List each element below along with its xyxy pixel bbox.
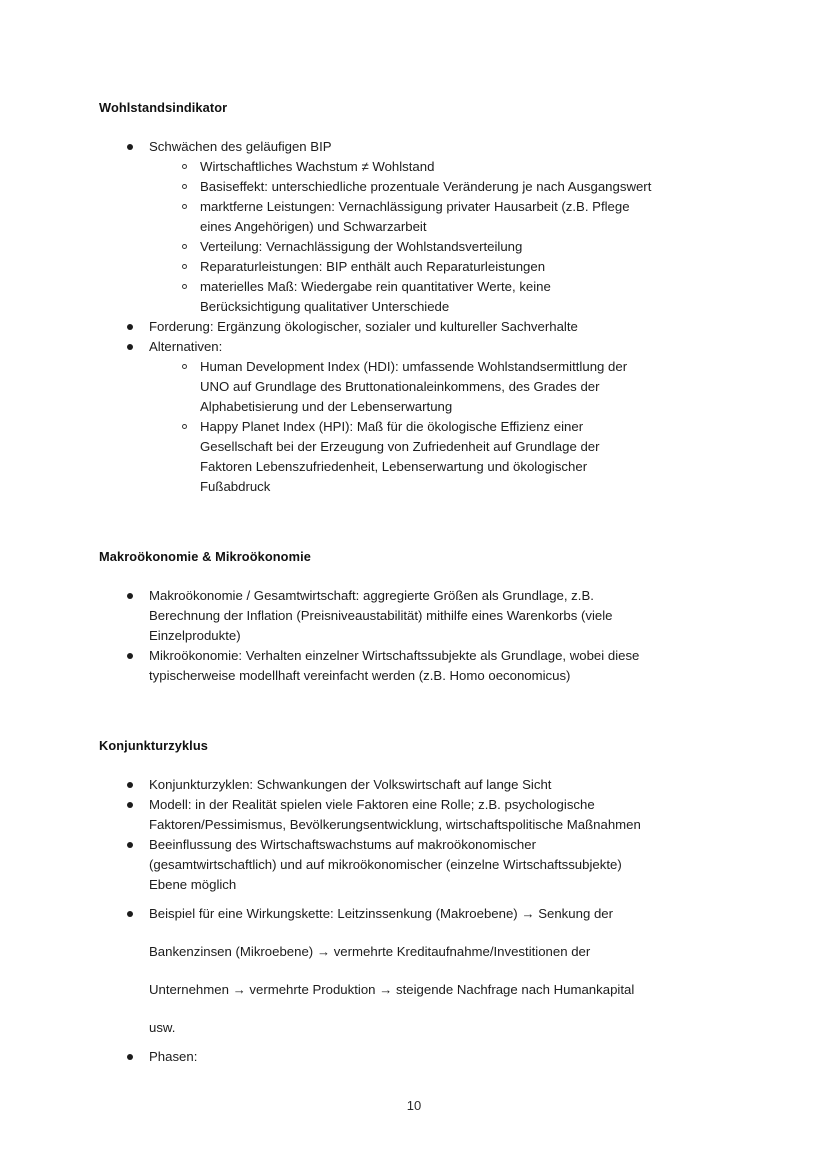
text-line: Faktoren Lebenszufriedenheit, Lebenserwartung und ökologischer — [200, 459, 588, 474]
text-line: Beeinflussung des Wirtschaftswachstums auf makroökonomischer — [149, 837, 536, 852]
list-item — [99, 586, 739, 646]
text-line: Modell: in der Realität spielen viele Faktoren eine Rolle; z.B. psychologische — [149, 797, 595, 812]
text-line: Beispiel für eine Wirkungskette: Leitzinssenkung (Makroebene) → Senkung der — [149, 906, 614, 921]
bullet-disc-icon — [127, 842, 133, 848]
sub-list-item — [99, 197, 739, 237]
text-line: Faktoren/Pessimismus, Bevölkerungsentwicklung, wirtschaftspolitische Maßnahmen — [149, 817, 641, 832]
sub-list-item — [99, 177, 739, 197]
bullet-circle-icon — [182, 424, 187, 429]
text-line: UNO auf Grundlage des Bruttonationaleinkommens, des Grades der — [200, 379, 600, 394]
text-line: Einzelprodukte) — [149, 628, 241, 643]
text-line: Phasen: — [149, 1049, 198, 1064]
list-item — [99, 337, 739, 357]
bullet-disc-icon — [127, 593, 133, 599]
text-line: Mikroökonomie: Verhalten einzelner Wirtschaftssubjekte als Grundlage, wobei diese — [149, 648, 640, 663]
heading-spacer — [99, 565, 739, 586]
text-line: Verteilung: Vernachlässigung der Wohlstandsverteilung — [200, 239, 523, 254]
text-line: Unternehmen → vermehrte Produktion → steigende Nachfrage nach Humankapital — [149, 982, 635, 997]
text-line: Schwächen des geläufigen BIP — [149, 139, 332, 154]
bullet-list — [99, 586, 739, 686]
list-item — [99, 317, 739, 337]
text-line: Bankenzinsen (Mikroebene) → vermehrte Kreditaufnahme/Investitionen der — [149, 944, 591, 959]
text-line: Berechnung der Inflation (Preisniveaustabilität) mithilfe eines Warenkorbs (viele — [149, 608, 613, 623]
document-body — [99, 100, 739, 1067]
heading-spacer — [99, 754, 739, 775]
text-line: Reparaturleistungen: BIP enthält auch Reparaturleistungen — [200, 259, 546, 274]
list-item — [99, 1047, 739, 1067]
bullet-disc-icon — [127, 324, 133, 330]
bullet-circle-icon — [182, 244, 187, 249]
list-item — [99, 795, 739, 835]
list-item — [99, 775, 739, 795]
section-spacer — [99, 497, 739, 549]
bullet-circle-icon — [182, 164, 187, 169]
section-heading: Makroökonomie & Mikroökonomie — [99, 549, 311, 564]
text-line: usw. — [149, 1020, 176, 1035]
text-line: Happy Planet Index (HPI): Maß für die ökologische Effizienz einer — [200, 419, 584, 434]
bullet-disc-icon — [127, 911, 133, 917]
bullet-disc-icon — [127, 802, 133, 808]
bullet-disc-icon — [127, 344, 133, 350]
sub-list-item — [99, 357, 739, 417]
bullet-circle-icon — [182, 264, 187, 269]
bullet-circle-icon — [182, 364, 187, 369]
bullet-disc-icon — [127, 782, 133, 788]
list-item — [99, 646, 739, 686]
text-line: Human Development Index (HDI): umfassende Wohlstandsermittlung der — [200, 359, 628, 374]
page-number: 10 — [406, 1098, 422, 1113]
text-line: Wirtschaftliches Wachstum ≠ Wohlstand — [200, 159, 435, 174]
text-line: typischerweise modellhaft vereinfacht werden (z.B. Homo oeconomicus) — [149, 668, 571, 683]
text-line: materielles Maß: Wiedergabe rein quantitativer Werte, keine — [200, 279, 551, 294]
sub-list-item — [99, 277, 739, 317]
text-line: Forderung: Ergänzung ökologischer, sozialer und kultureller Sachverhalte — [149, 319, 578, 334]
bullet-circle-icon — [182, 184, 187, 189]
text-line: Konjunkturzyklen: Schwankungen der Volkswirtschaft auf lange Sicht — [149, 777, 552, 792]
section-heading: Wohlstandsindikator — [99, 100, 228, 115]
sub-list-item — [99, 417, 739, 497]
sub-list-item — [99, 157, 739, 177]
bullet-list — [99, 775, 739, 1067]
text-line: Makroökonomie / Gesamtwirtschaft: aggregierte Größen als Grundlage, z.B. — [149, 588, 594, 603]
section-spacer — [99, 686, 739, 738]
heading-spacer — [99, 116, 739, 137]
text-line: eines Angehörigen) und Schwarzarbeit — [200, 219, 427, 234]
text-line: Berücksichtigung qualitativer Unterschiede — [200, 299, 450, 314]
text-line: Alternativen: — [149, 339, 223, 354]
sub-list-item — [99, 237, 739, 257]
list-item — [99, 835, 739, 895]
text-line: Fußabdruck — [200, 479, 271, 494]
text-line: Basiseffekt: unterschiedliche prozentuale Veränderung je nach Ausgangswert — [200, 179, 652, 194]
bullet-disc-icon — [127, 653, 133, 659]
bullet-disc-icon — [127, 144, 133, 150]
bullet-disc-icon — [127, 1054, 133, 1060]
text-line: Gesellschaft bei der Erzeugung von Zufriedenheit auf Grundlage der — [200, 439, 600, 454]
text-line: marktferne Leistungen: Vernachlässigung privater Hausarbeit (z.B. Pflege — [200, 199, 630, 214]
list-item — [99, 137, 739, 157]
sub-list-item — [99, 257, 739, 277]
text-line: Ebene möglich — [149, 877, 237, 892]
section-heading: Konjunkturzyklus — [99, 738, 208, 753]
bullet-circle-icon — [182, 284, 187, 289]
text-line: (gesamtwirtschaftlich) und auf mikroökonomischer (einzelne Wirtschaftssubjekte) — [149, 857, 622, 872]
list-item — [99, 895, 739, 1047]
bullet-list — [99, 137, 739, 497]
bullet-circle-icon — [182, 204, 187, 209]
text-line: Alphabetisierung und der Lebenserwartung — [200, 399, 453, 414]
